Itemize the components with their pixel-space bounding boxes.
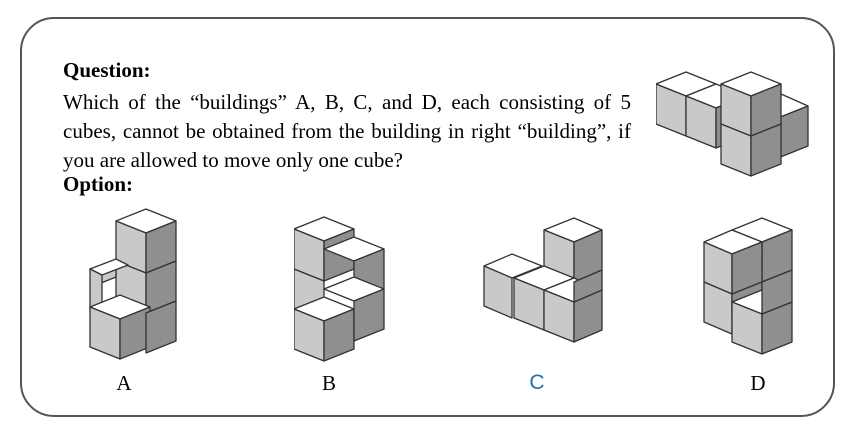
reference-building-figure xyxy=(656,70,811,182)
option-c-label[interactable]: C xyxy=(529,371,545,394)
options-title: Option: xyxy=(63,172,134,196)
option-b-label[interactable]: B xyxy=(321,371,336,395)
option-a-label[interactable]: A xyxy=(116,371,132,395)
option-a-figure xyxy=(88,207,180,363)
option-d-label[interactable]: D xyxy=(750,371,766,395)
question-text: Which of the “buildings” A, B, C, and D, each consisting of 5 cubes, cannot be obtained from the building in right “building”, if you are allowed to move only one cube? xyxy=(63,90,631,172)
question-title: Question: xyxy=(63,58,151,82)
option-d-figure xyxy=(702,216,794,364)
option-b-figure xyxy=(294,215,388,367)
option-c-figure xyxy=(482,216,606,364)
